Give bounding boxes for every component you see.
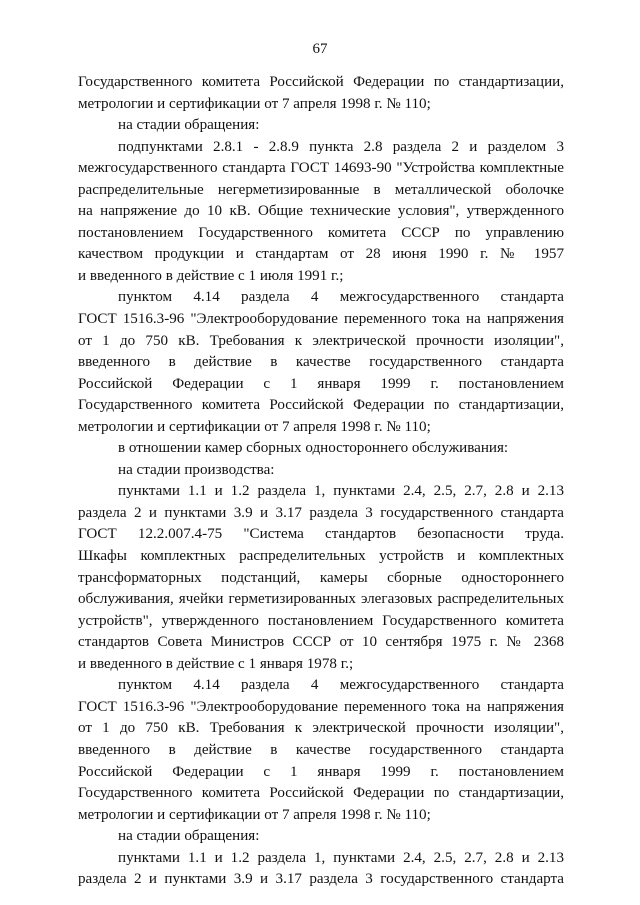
text-line: раздела 2 и пунктами 3.9 и 3.17 раздела 3 государственного стандарта	[78, 504, 564, 521]
text-line: на стадии обращения:	[118, 117, 260, 134]
text-line: введенного в действие в качестве государственного стандарта	[78, 741, 564, 758]
text-line: в отношении камер сборных одностороннего обслуживания:	[118, 440, 509, 457]
text-line: метрологии и сертификации от 7 апреля 1998 г. № 110;	[78, 806, 431, 823]
text-line: от 1 до 750 кВ. Требования к электрической прочности изоляции",	[78, 332, 564, 349]
text-line: распределительные негерметизированные в металлической оболочке	[78, 181, 564, 198]
text-line: пунктами 1.1 и 1.2 раздела 1, пунктами 2.4, 2.5, 2.7, 2.8 и 2.13	[118, 483, 564, 500]
text-line: метрологии и сертификации от 7 апреля 1998 г. № 110;	[78, 418, 431, 435]
text-line: на стадии производства:	[118, 461, 275, 478]
text-line: Российской Федерации с 1 января 1999 г. постановлением	[78, 375, 564, 392]
text-line: Государственного комитета Российской Федерации по стандартизации,	[78, 785, 564, 802]
text-line: на напряжение до 10 кВ. Общие технические условия", утвержденного	[78, 203, 564, 220]
text-line: и введенного в действие с 1 июля 1991 г.;	[78, 267, 344, 284]
text-line: и введенного в действие с 1 января 1978 г.;	[78, 655, 354, 672]
text-line: подпунктами 2.8.1 - 2.8.9 пункта 2.8 раздела 2 и разделом 3	[118, 138, 564, 155]
text-line: ГОСТ 1516.3-96 "Электрооборудование переменного тока на напряжения	[78, 311, 564, 328]
text-line: Российской Федерации с 1 января 1999 г. постановлением	[78, 763, 564, 780]
text-line: ГОСТ 1516.3-96 "Электрооборудование переменного тока на напряжения	[78, 698, 564, 715]
text-line: Государственного комитета Российской Федерации по стандартизации,	[78, 397, 564, 414]
text-line: постановлением Государственного комитета СССР по управлению	[78, 224, 564, 241]
text-line: ГОСТ 12.2.007.4-75 "Система стандартов безопасности труда.	[78, 526, 564, 543]
text-line: обслуживания, ячейки герметизированных элегазовых распределительных	[78, 591, 564, 608]
text-line: введенного в действие в качестве государственного стандарта	[78, 354, 564, 371]
text-line: межгосударственного стандарта ГОСТ 14693-90 "Устройства комплектные	[78, 160, 564, 177]
document-body	[78, 72, 564, 891]
text-line: раздела 2 и пунктами 3.9 и 3.17 раздела 3 государственного стандарта	[78, 871, 564, 888]
text-line: Шкафы комплектных распределительных устройств и комплектных	[78, 548, 564, 565]
text-line: Государственного комитета Российской Федерации по стандартизации,	[78, 74, 564, 90]
text-line: пунктом 4.14 раздела 4 межгосударственного стандарта	[118, 677, 564, 694]
text-line: пунктами 1.1 и 1.2 раздела 1, пунктами 2.4, 2.5, 2.7, 2.8 и 2.13	[118, 849, 564, 866]
text-line: от 1 до 750 кВ. Требования к электрической прочности изоляции",	[78, 720, 564, 737]
page-number: 67	[312, 41, 328, 57]
text-line: на стадии обращения:	[118, 828, 260, 845]
text-line: метрологии и сертификации от 7 апреля 1998 г. № 110;	[78, 95, 431, 112]
text-line: устройств", утвержденного постановлением Государственного комитета	[78, 612, 564, 629]
text-line: трансформаторных подстанций, камеры сборные одностороннего	[78, 569, 564, 586]
text-line: пунктом 4.14 раздела 4 межгосударственного стандарта	[118, 289, 564, 306]
text-line: качеством продукции и стандартам от 28 июня 1990 г. № 1957	[78, 246, 564, 263]
text-line: стандартов Совета Министров СССР от 10 сентября 1975 г. № 2368	[78, 634, 564, 651]
